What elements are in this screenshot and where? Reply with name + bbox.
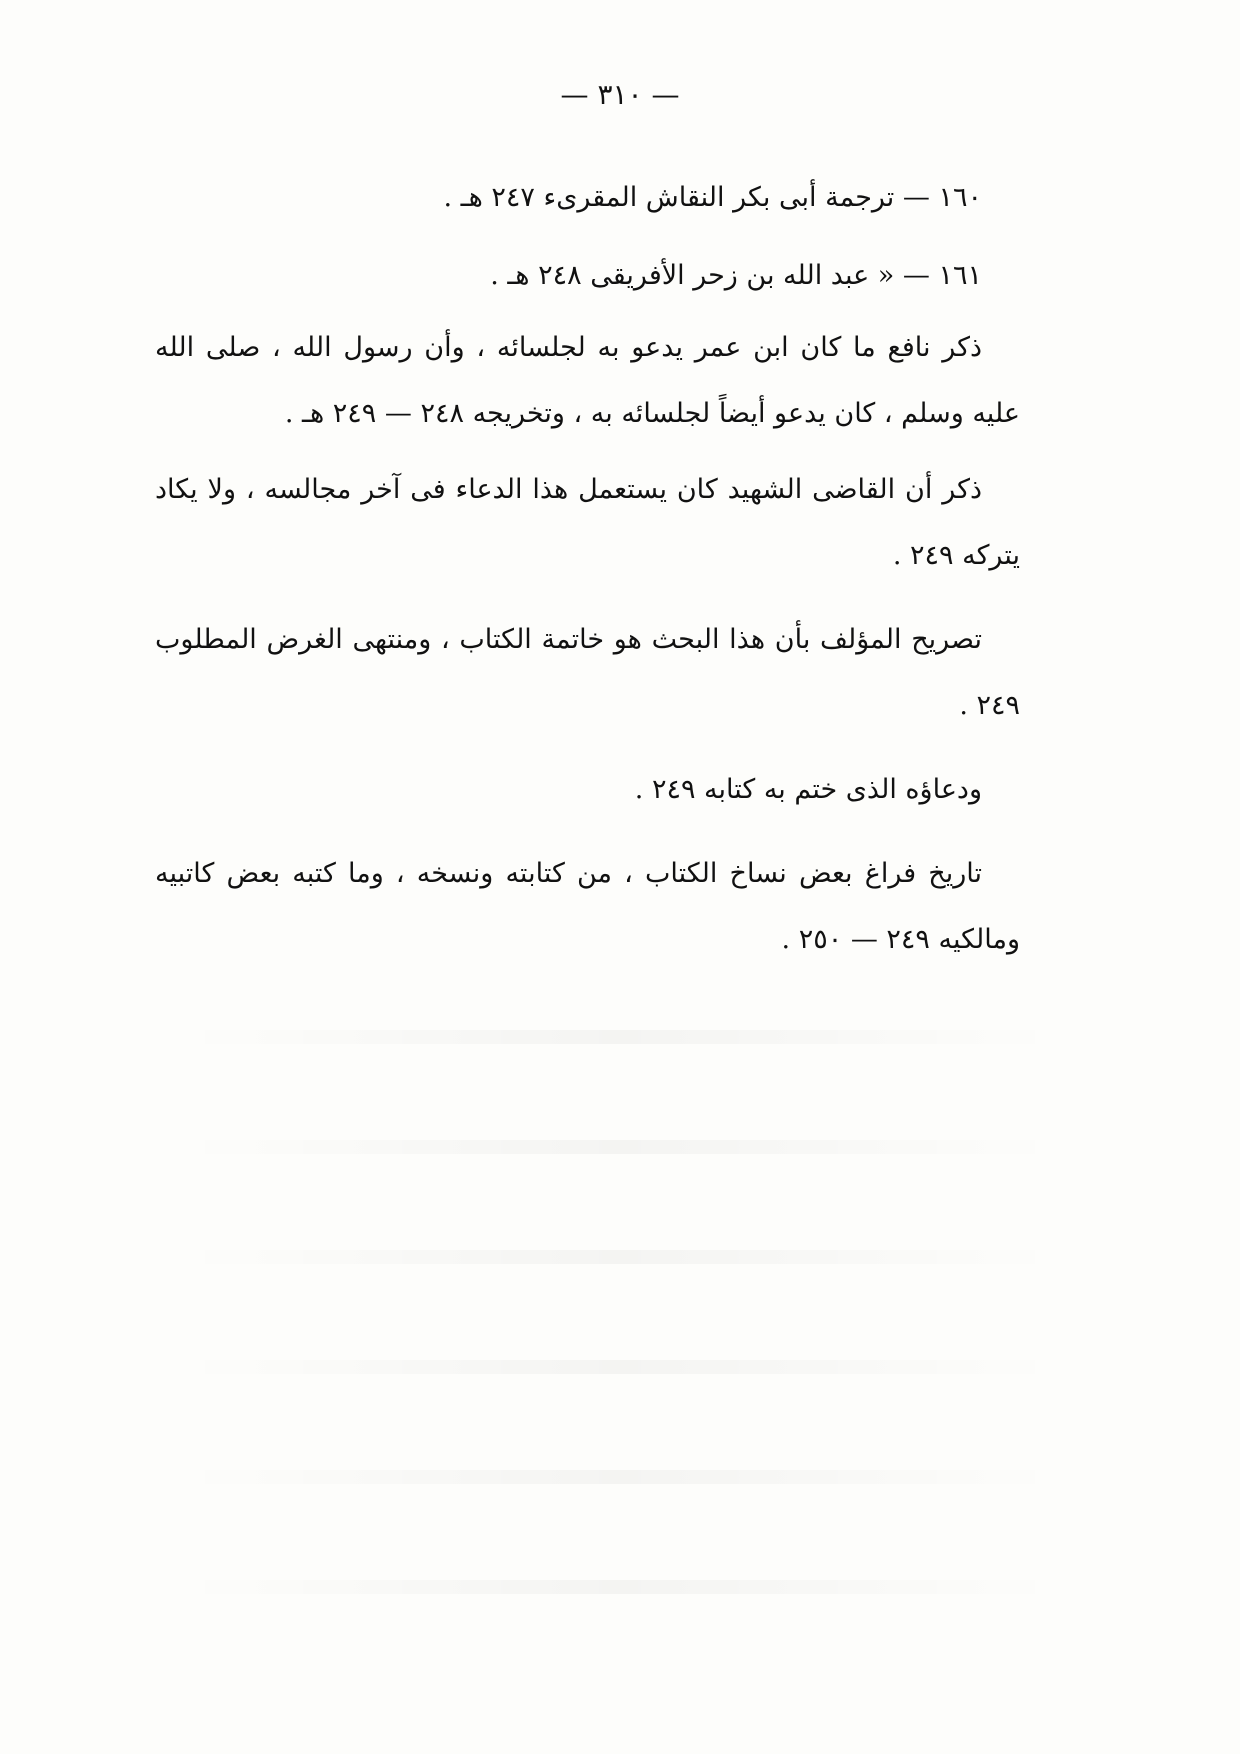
- page-number: — ٣١٠ —: [560, 78, 680, 111]
- scan-noise-band: [180, 1250, 1060, 1264]
- scan-noise-band: [180, 1140, 1060, 1154]
- paragraph-nafi-dua: ذكر نافع ما كان ابن عمر يدعو به لجلسائه ، وأن رسول الله ، صلى الله عليه وسلم ، كان يدعو أيضاً لجلسائه به ، وتخريجه ٢٤٨ — ٢٤٩ هـ .: [155, 332, 1020, 429]
- index-content: [155, 165, 1020, 983]
- paragraph-book-conclusion: تصريح المؤلف بأن هذا البحث هو خاتمة الكتاب ، ومنتهى الغرض المطلوب ٢٤٩ .: [155, 624, 1020, 721]
- scan-noise-band: [180, 1470, 1060, 1484]
- scan-noise-band: [180, 1580, 1060, 1594]
- paragraph-copy-date: تاريخ فراغ بعض نساخ الكتاب ، من كتابته ونسخه ، وما كتبه بعض كاتبيه ومالكيه ٢٤٩ — ٢٥٠ .: [155, 858, 1020, 955]
- scan-noise-band: [180, 1360, 1060, 1374]
- index-entry-160: ١٦٠ — ترجمة أبى بكر النقاش المقرىء ٢٤٧ هـ .: [443, 182, 982, 213]
- paragraph-closing-dua: ودعاؤه الذى ختم به كتابه ٢٤٩ .: [634, 774, 982, 805]
- index-entry-161: ١٦١ — « عبد الله بن زحر الأفريقى ٢٤٨ هـ .: [490, 260, 982, 291]
- scan-noise-band: [180, 1030, 1060, 1044]
- paragraph-qadi-shahid: ذكر أن القاضى الشهيد كان يستعمل هذا الدعاء فى آخر مجالسه ، ولا يكاد يتركه ٢٤٩ .: [155, 474, 1020, 571]
